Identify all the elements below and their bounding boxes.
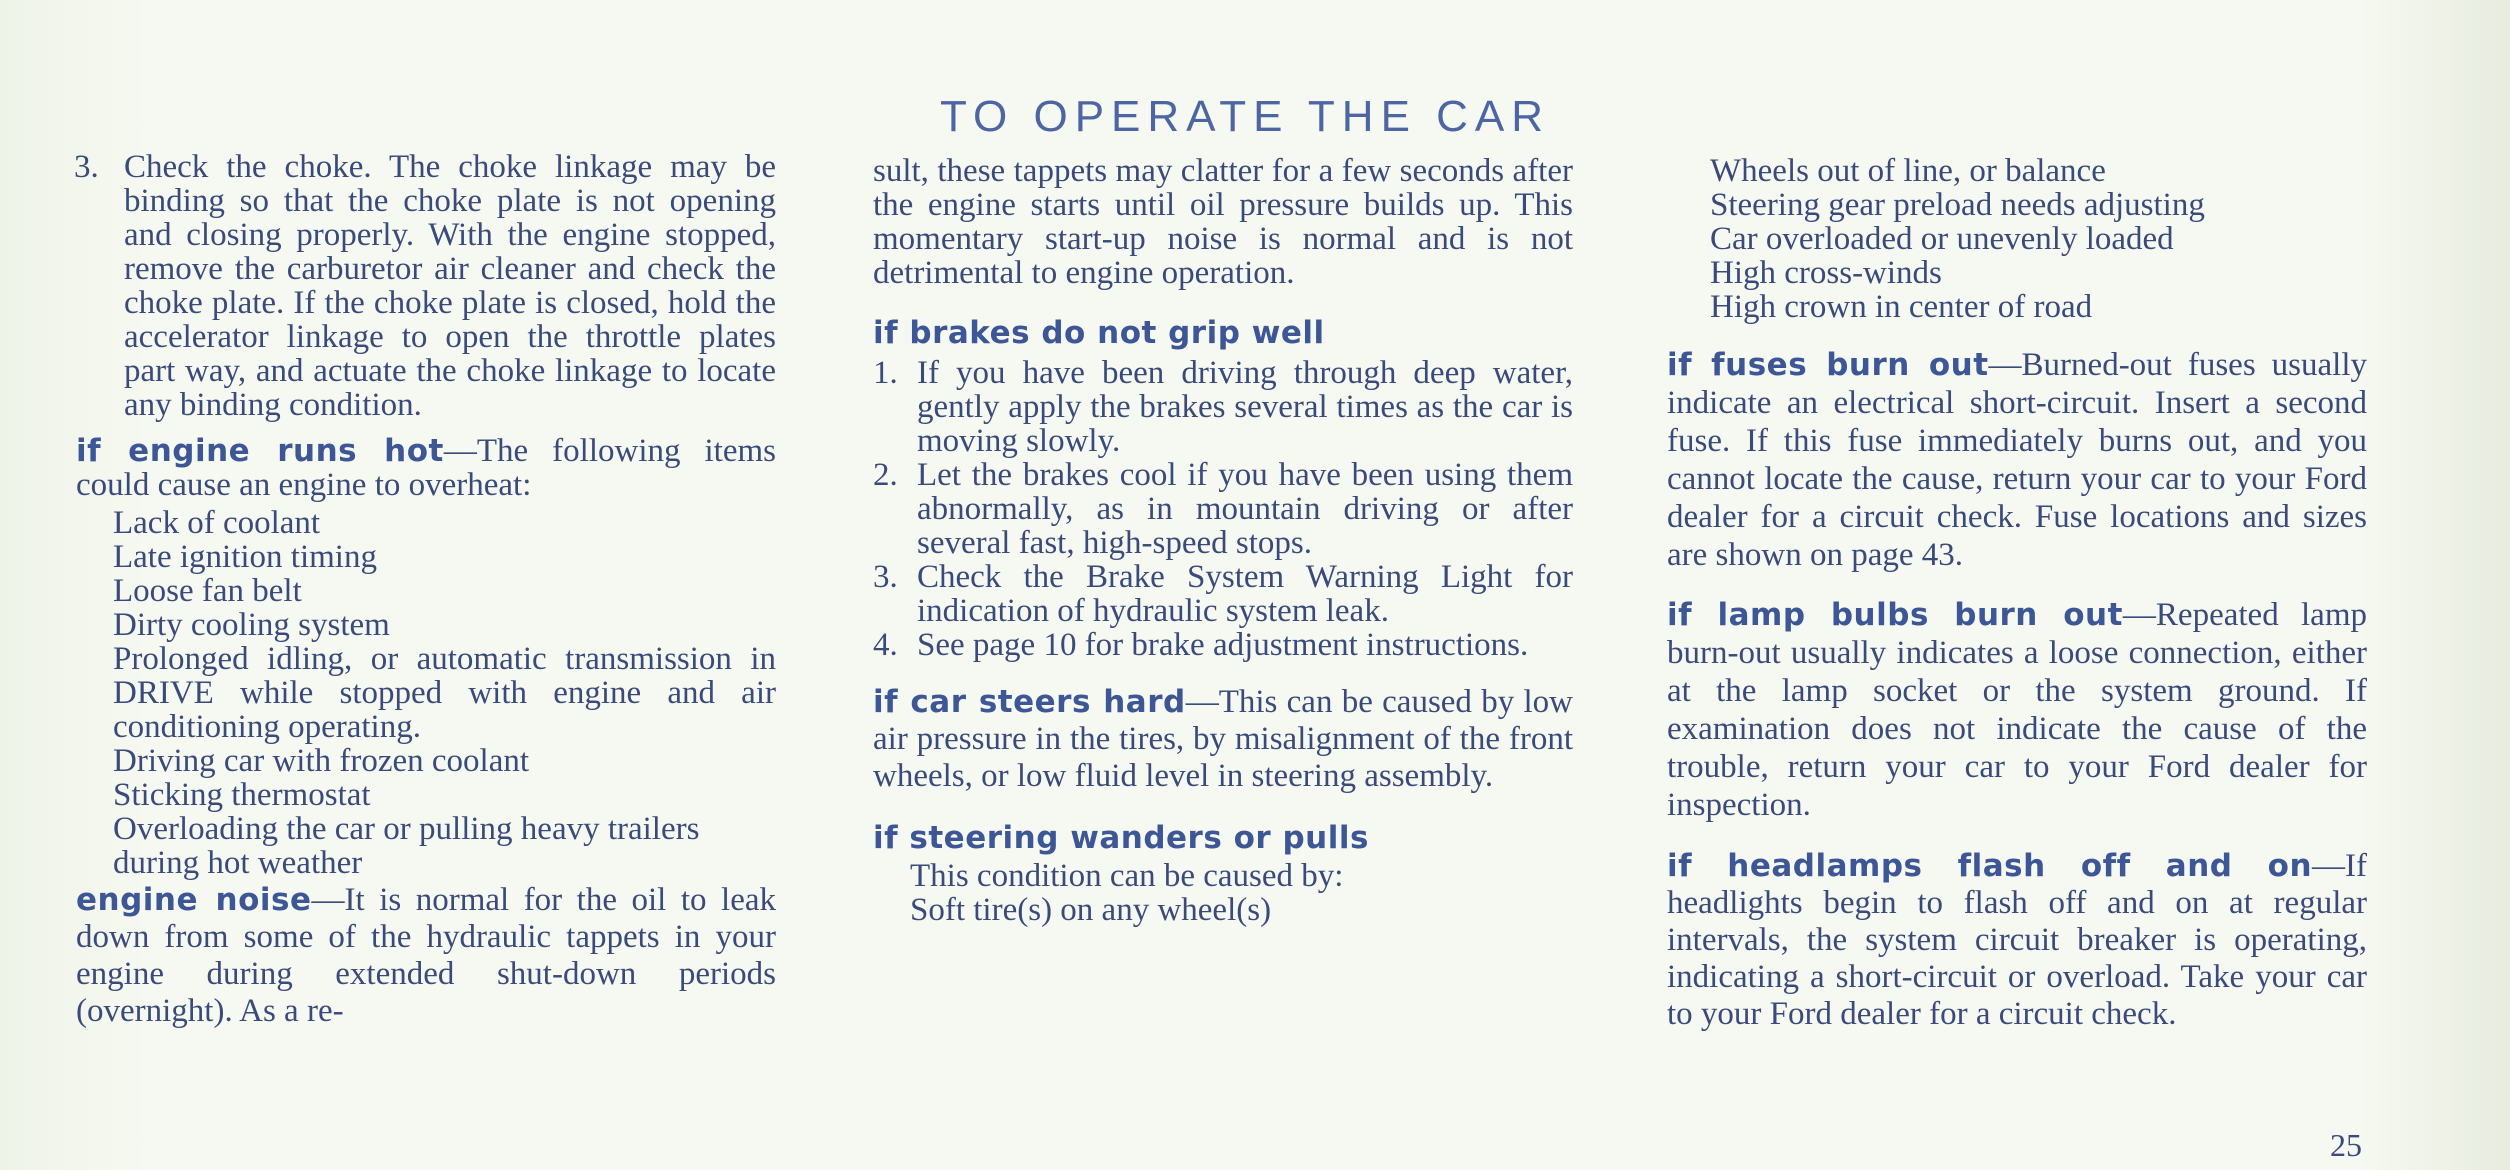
item-text: See page 10 for brake adjustment instructions. <box>917 627 1529 663</box>
item-text: Check the choke. The choke linkage may be binding so that the choke plate is not opening and closing properly. With the engine stopped, remove the carburetor air cleaner and check the choke plate. If the choke plate is closed, hold the accelerator linkage to open the throttle plates part way, and actuate the choke linkage to locate any binding condition. <box>124 149 776 423</box>
list-item: Lack of coolant <box>113 505 321 541</box>
list-item: Late ignition timing <box>113 539 377 575</box>
brakes-heading: if brakes do not grip well <box>873 315 1325 351</box>
list-item: High crown in center of road <box>1710 289 2093 325</box>
section-heading: if lamp bulbs burn out <box>1667 597 2123 633</box>
section-text: —The following items could cause an engine to overheat: <box>76 433 776 503</box>
section-text: —This can be caused by low air pressure in the tires, by misalignment of the front wheels, or low fluid level in steering assembly. <box>873 684 1573 794</box>
item-text: Let the brakes cool if you have been using them abnormally, as in mountain driving or after several fast, high-speed stops. <box>917 457 1573 561</box>
steers-hard-section <box>873 684 1573 795</box>
wanders-list <box>873 859 1573 927</box>
item-number: 1. <box>873 355 898 391</box>
column-2 <box>873 154 1573 927</box>
section-heading: if engine runs hot <box>76 433 444 469</box>
brakes-list <box>873 356 1573 662</box>
headlamps-section <box>1667 848 2367 1033</box>
list-item: Dirty cooling system <box>113 607 390 643</box>
list-item <box>873 458 1573 560</box>
wander-causes-list <box>1667 154 2367 324</box>
list-item: This condition can be caused by: <box>910 858 1344 894</box>
list-item: Steering gear preload needs adjusting <box>1710 187 2205 223</box>
list-item: Prolonged idling, or automatic transmission in DRIVE while stopped with engine and air conditioning operating. <box>113 641 776 745</box>
list-item: High cross-winds <box>1710 255 1942 291</box>
column-3 <box>1667 154 2367 1033</box>
list-item <box>873 560 1573 628</box>
choke-item <box>74 150 776 422</box>
continued-text: sult, these tappets may clatter for a few seconds after the engine starts until oil pressure builds up. This momentary start-up noise is normal and is not detrimental to engine operation. <box>873 153 1573 291</box>
section-text: —It is normal for the oil to leak down from some of the hydraulic tappets in your engine during extended shut-down periods (overnight). As a re- <box>76 882 776 1029</box>
item-number: 4. <box>873 627 898 663</box>
engine-hot-section <box>76 434 776 502</box>
list-item: Wheels out of line, or balance <box>1710 153 2106 189</box>
section-heading: engine noise <box>76 882 312 918</box>
wanders-heading: if steering wanders or pulls <box>873 820 1369 856</box>
section-text: —Burned-out fuses usually indicate an electrical short-circuit. Insert a second fuse. If this fuse immediately burns out, and you cannot locate the cause, return your car to your Ford dealer for a circuit check. Fuse locations and sizes are shown on page 43. <box>1667 347 2368 573</box>
engine-noise-section <box>76 882 776 1030</box>
lamp-bulbs-section <box>1667 596 2367 824</box>
overheat-causes-list <box>76 506 776 880</box>
item-number: 3. <box>74 149 99 185</box>
item-text: Check the Brake System Warning Light for indication of hydraulic system leak. <box>917 559 1573 629</box>
list-item: Car overloaded or unevenly loaded <box>1710 221 2174 257</box>
column-1 <box>76 150 776 1030</box>
list-item: Sticking thermostat <box>113 777 371 813</box>
page-number: 25 <box>2330 1127 2362 1163</box>
list-item: Driving car with frozen coolant <box>113 743 530 779</box>
list-item <box>873 628 1573 662</box>
section-heading: if fuses burn out <box>1667 347 1989 383</box>
section-heading: if car steers hard <box>873 684 1186 720</box>
section-text: —If headlights begin to flash off and on at regular intervals, the system circuit breaker is operating, indicating a short-circuit or overload. Take your car to your Ford dealer for a circuit check. <box>1667 848 2367 1032</box>
page-title: TO OPERATE THE CAR <box>939 92 1551 141</box>
item-number: 2. <box>873 457 898 493</box>
item-number: 3. <box>873 559 898 595</box>
section-text: —Repeated lamp burn-out usually indicates a loose connection, either at the lamp socket or the system ground. If examination does not indicate the cause of the trouble, return your car to your Ford dealer for inspection. <box>1667 597 2367 823</box>
item-text: If you have been driving through deep water, gently apply the brakes several times as the car is moving slowly. <box>917 355 1573 459</box>
list-item: Overloading the car or pulling heavy trailers during hot weather <box>113 811 700 881</box>
list-item: Soft tire(s) on any wheel(s) <box>910 892 1272 928</box>
fuses-section <box>1667 346 2367 574</box>
list-item <box>873 356 1573 458</box>
list-item: Loose fan belt <box>113 573 302 609</box>
section-heading: if headlamps flash off and on <box>1667 848 2313 884</box>
